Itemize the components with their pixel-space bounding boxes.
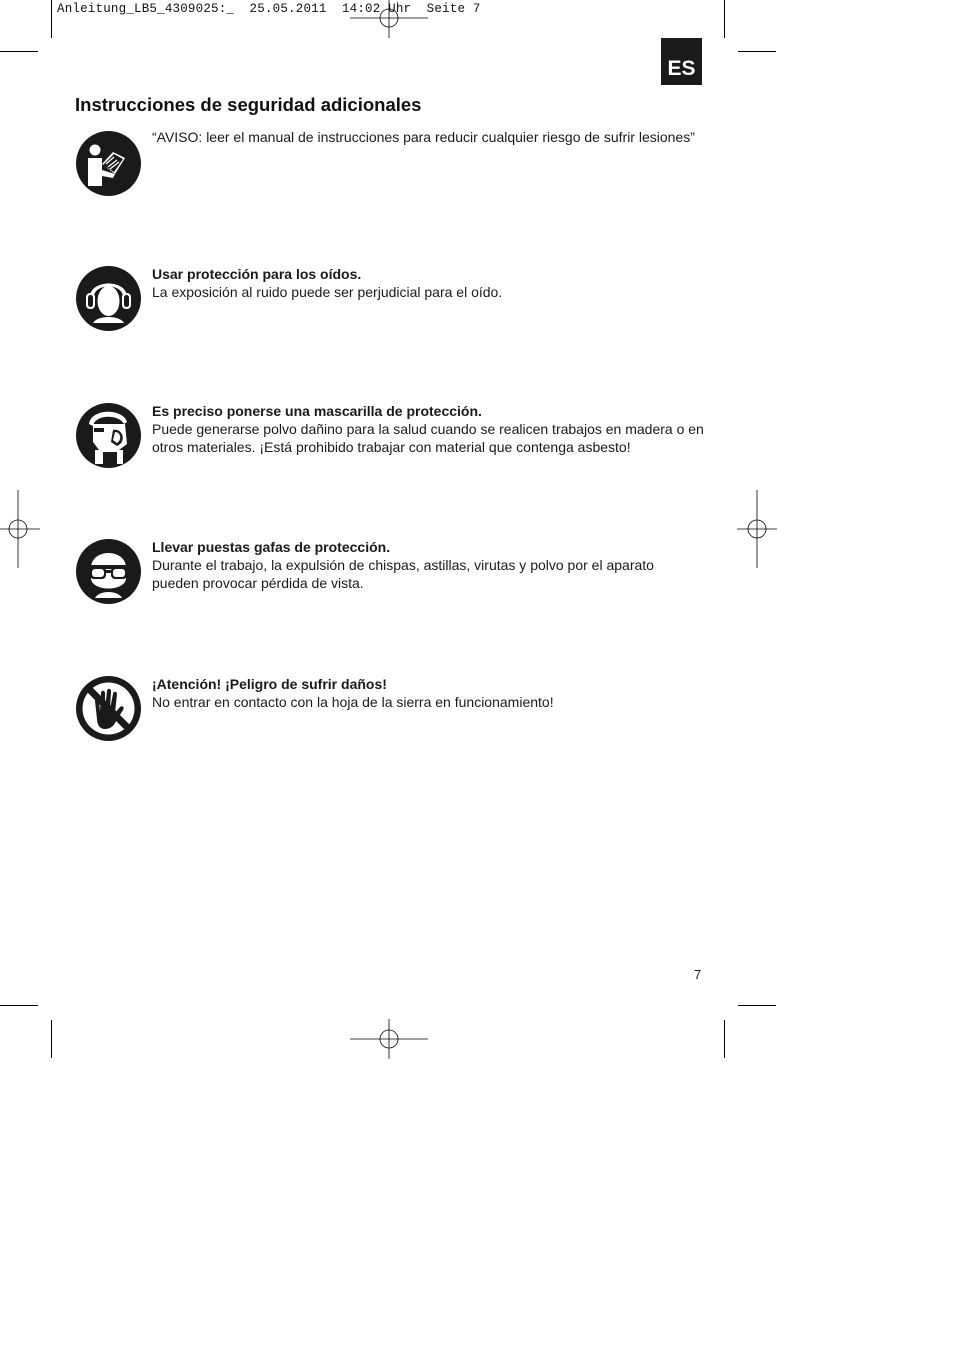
- crop-mark: [0, 51, 38, 52]
- safety-item-body: Puede generarse polvo dañino para la salud cuando se realicen trabajos en madera o en otros materiales. ¡Está prohibido trabajar con material que contenga asbesto!: [152, 421, 704, 455]
- page-number: 7: [694, 967, 702, 982]
- read-manual-icon: [75, 130, 142, 197]
- crop-mark: [0, 1005, 38, 1006]
- safety-item-text: [152, 675, 704, 711]
- crop-mark: [51, 0, 52, 38]
- ear-protection-icon: [75, 265, 142, 332]
- crop-mark: [724, 1020, 725, 1058]
- safety-item-text: [152, 265, 704, 301]
- safety-item-heading: Llevar puestas gafas de protección.: [152, 539, 391, 555]
- safety-item-heading: Es preciso ponerse una mascarilla de protección.: [152, 403, 482, 419]
- crop-mark: [51, 1020, 52, 1058]
- safety-item-body: Durante el trabajo, la expulsión de chispas, astillas, virutas y polvo por el aparato pueden provocar pérdida de vista.: [152, 557, 654, 591]
- crop-mark: [738, 1005, 776, 1006]
- safety-item-text: [152, 538, 704, 592]
- print-header: Anleitung_LB5_4309025:_ 25.05.2011 14:02 Uhr Seite 7: [57, 2, 481, 16]
- language-badge: ES: [661, 38, 702, 85]
- safety-item-body: La exposición al ruido puede ser perjudicial para el oído.: [152, 284, 503, 300]
- dust-mask-icon: [75, 402, 142, 469]
- registration-mark-left: [0, 490, 40, 568]
- safety-item-heading: Usar protección para los oídos.: [152, 266, 362, 282]
- safety-item-heading: ¡Atención! ¡Peligro de sufrir daños!: [152, 676, 387, 692]
- safety-item-body: “AVISO: leer el manual de instrucciones para reducir cualquier riesgo de sufrir lesiones”: [152, 129, 695, 145]
- safety-goggles-icon: [75, 538, 142, 605]
- crop-mark: [724, 0, 725, 38]
- safety-item-text: [152, 128, 704, 146]
- safety-item-body: No entrar en contacto con la hoja de la sierra en funcionamiento!: [152, 694, 554, 710]
- registration-mark-right: [737, 490, 777, 568]
- page-title: Instrucciones de seguridad adicionales: [75, 94, 422, 115]
- safety-item-text: [152, 402, 704, 456]
- registration-mark-bottom: [350, 1019, 428, 1059]
- no-hand-contact-icon: [75, 675, 142, 742]
- crop-mark: [738, 51, 776, 52]
- registration-mark-top: [350, 0, 428, 40]
